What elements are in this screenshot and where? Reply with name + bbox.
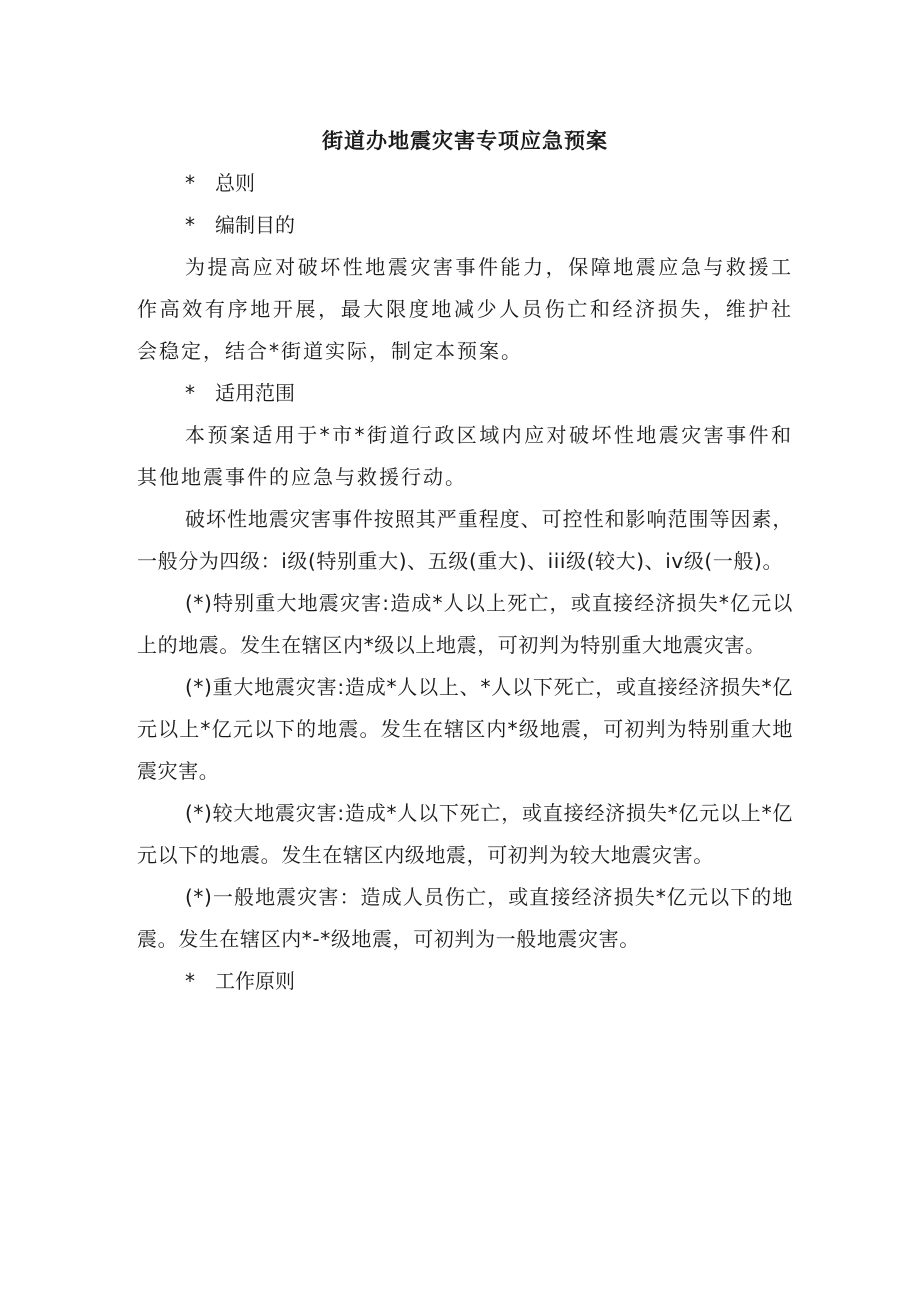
heading-bullet: *: [185, 969, 195, 993]
section-heading-purpose: [137, 204, 793, 246]
heading-label: 编制目的: [215, 213, 295, 237]
section-heading-general: [137, 162, 793, 204]
paragraph-level-1: (*)特别重大地震灾害:造成*人以上死亡，或直接经济损失*亿元以上的地震。发生在辖区内*级以上地震，可初判为特别重大地震灾害。: [137, 591, 793, 657]
document-title: 街道办地震灾害专项应急预案: [322, 129, 608, 153]
heading-label: 适用范围: [215, 381, 295, 405]
heading-bullet: *: [185, 213, 195, 237]
section-heading-scope: [137, 372, 793, 414]
heading-bullet: *: [185, 171, 195, 195]
paragraph-levels: 破坏性地震灾害事件按照其严重程度、可控性和影响范围等因素，一般分为四级：i级(特别重大)、五级(重大)、iii级(较大)、iv级(一般)。: [137, 507, 793, 573]
paragraph-level-3: (*)较大地震灾害:造成*人以下死亡，或直接经济损失*亿元以上*亿元以下的地震。发生在辖区内级地震，可初判为较大地震灾害。: [137, 801, 793, 867]
heading-label: 总则: [215, 171, 255, 195]
paragraph-level-2: (*)重大地震灾害:造成*人以上、*人以下死亡，或直接经济损失*亿元以上*亿元以下的地震。发生在辖区内*级地震，可初判为特别重大地震灾害。: [137, 675, 793, 783]
paragraph-scope: 本预案适用于*市*街道行政区域内应对破坏性地震灾害事件和其他地震事件的应急与救援行动。: [137, 423, 793, 489]
heading-label: 工作原则: [215, 969, 295, 993]
paragraph-purpose: 为提高应对破坏性地震灾害事件能力，保障地震应急与救援工作高效有序地开展，最大限度地减少人员伤亡和经济损失，维护社会稳定，结合*街道实际，制定本预案。: [137, 255, 793, 363]
section-heading-principles: [137, 960, 793, 1002]
document-body: [137, 120, 793, 1002]
heading-bullet: *: [185, 381, 195, 405]
paragraph-level-4: (*)一般地震灾害：造成人员伤亡，或直接经济损失*亿元以下的地震。发生在辖区内*-*级地震，可初判为一般地震灾害。: [137, 885, 793, 951]
